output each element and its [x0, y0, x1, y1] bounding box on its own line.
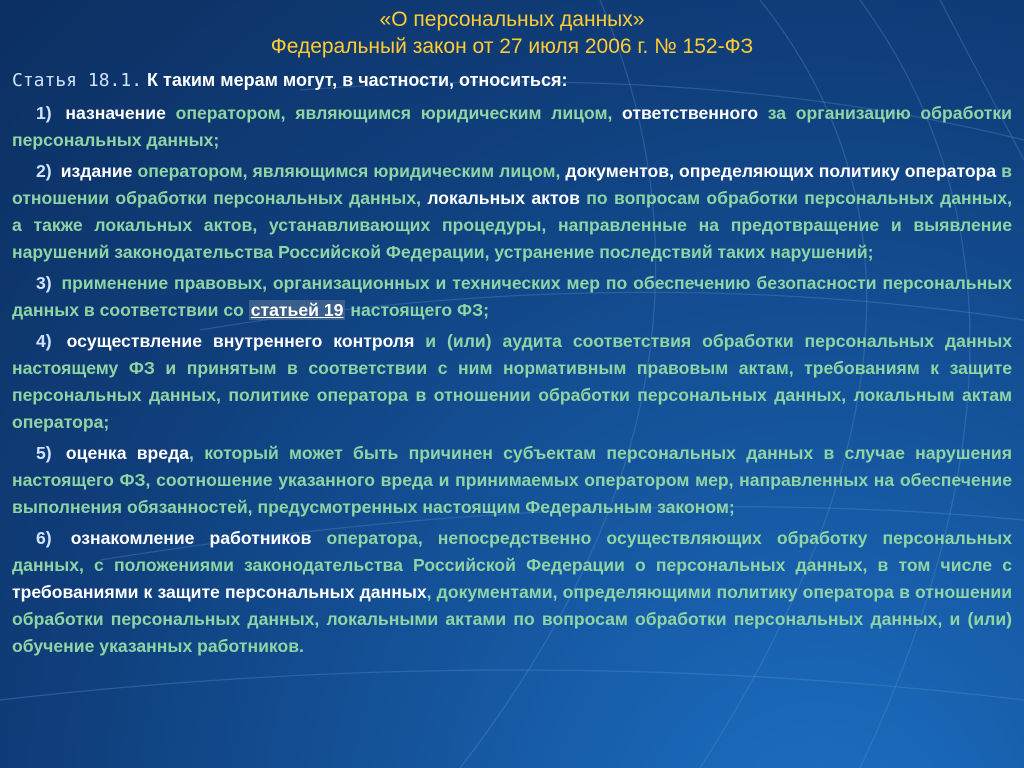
item-keyword: осуществление внутреннего контроля: [66, 331, 415, 351]
item-number: 1): [36, 103, 52, 123]
article-intro: [12, 70, 1012, 91]
header-title: «О персональных данных»: [379, 8, 645, 31]
header-subtitle: Федеральный закон от 27 июля 2006 г. № 152-ФЗ: [270, 35, 754, 58]
item-keyword: назначение: [65, 103, 166, 123]
measures-list: [12, 100, 1012, 664]
item-number: 4): [36, 331, 52, 351]
item-number: 2): [36, 161, 52, 181]
article-number: Статья 18.1.: [12, 70, 143, 91]
item-keyword: локальных актов: [427, 188, 580, 208]
list-item: [12, 158, 1012, 266]
item-text: в отношении обработки персональных данных,: [12, 161, 1012, 208]
item-text: настоящего ФЗ;: [345, 300, 489, 320]
item-number: 5): [36, 443, 52, 463]
item-keyword: документов, определяющих политику оператора: [565, 161, 997, 181]
item-keyword: требованиями к защите персональных данных: [12, 582, 427, 602]
item-keyword: издание: [60, 161, 133, 181]
article-intro-text: К таким мерам могут, в частности, относиться:: [142, 70, 568, 90]
item-text: применение правовых, организационных и технических мер по обеспечению безопасности персональных данных в соответствии со: [12, 273, 1013, 320]
item-text: и (или) аудита соответствия обработки персональных данных настоящему ФЗ и принятым в соответствии с ним нормативным правовым актам, требованиям к защите персональных данных, политике оператора в отношении обработки персональных данных, локальным актам оператора;: [12, 331, 1013, 432]
item-number: 3): [36, 273, 52, 293]
item-text: оператора, непосредственно осуществляющих обработку персональных данных, с положениями законодательства Российской Федерации о персональных данных, в том числе с: [12, 528, 1012, 575]
item-text: , который может быть причинен субъектам персональных данных в случае нарушения настоящего ФЗ, соотношение указанного вреда и принимаемых оператором мер, направленных на обеспечение выполнения обязанностей, предусмотренных настоящим Федеральным законом;: [12, 443, 1012, 517]
list-item: [12, 100, 1012, 154]
item-text: оператором, являющимся юридическим лицом,: [132, 161, 566, 181]
item-text: по вопросам обработки персональных данных, а также локальных актов, устанавливающих процедуры, направленные на предотвращение и выявление нарушений законодательства Российской Федерации, устранение последствий таких нарушений;: [12, 188, 1012, 262]
list-item: [12, 525, 1012, 660]
slide-header: [0, 6, 1024, 60]
item-keyword: ознакомление работников: [70, 528, 312, 548]
item-keyword: оценка вреда: [65, 443, 190, 463]
item-text: за организацию обработки персональных данных;: [12, 103, 1012, 150]
item-text: оператором, являющимся юридическим лицом,: [165, 103, 623, 123]
item-number: 6): [36, 528, 52, 548]
item-keyword: ответственного: [622, 103, 759, 123]
list-item: [12, 328, 1012, 436]
list-item: [12, 440, 1012, 521]
item-text: , документами, определяющими политику оператора в отношении обработки персональных данных, локальными актами по вопросам обработки персональных данных, и (или) обучение указанных работников.: [12, 582, 1013, 656]
article-19-link[interactable]: статьей 19: [250, 300, 344, 320]
list-item: [12, 270, 1012, 324]
